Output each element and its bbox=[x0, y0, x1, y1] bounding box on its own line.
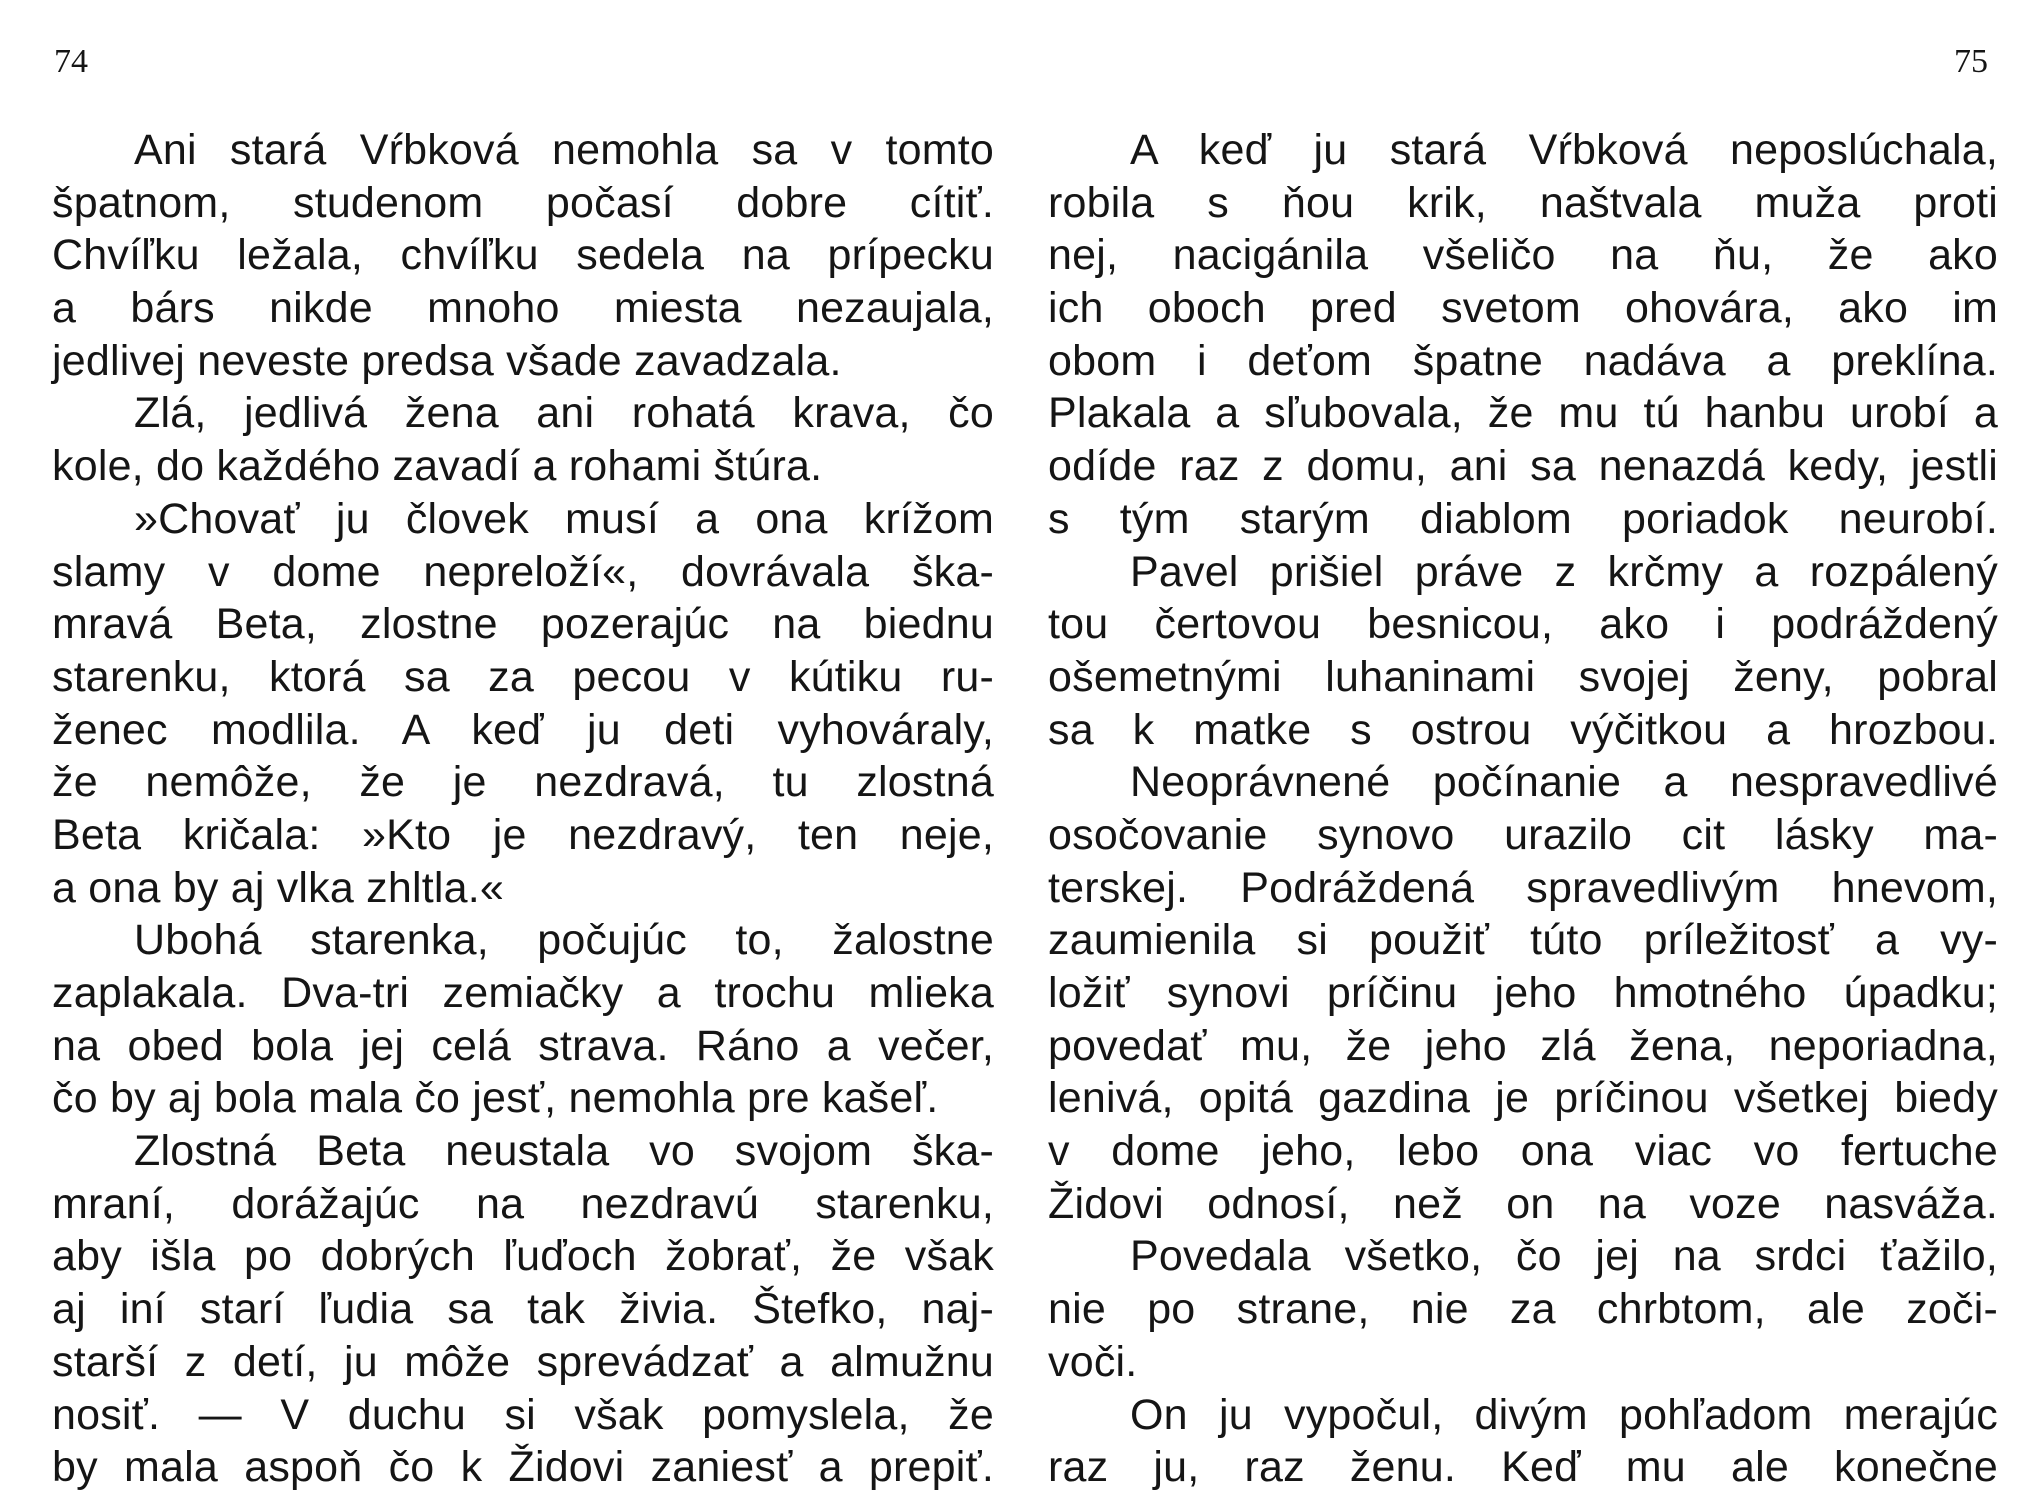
text-line: Chvíľku ležala, chvíľku sedela na prípecku bbox=[52, 231, 994, 280]
text-line: aby išla po dobrých ľuďoch žobrať, že však bbox=[52, 1232, 994, 1281]
text-line: tou čertovou besnicou, ako i podráždený bbox=[1048, 600, 1998, 649]
text-line: povedať mu, že jeho zlá žena, neporiadna, bbox=[1048, 1021, 1998, 1070]
text-line: nie po strane, nie za chrbtom, ale zoči- bbox=[1048, 1285, 1998, 1334]
text-line: mraní, dorážajúc na nezdravú starenku, bbox=[52, 1179, 994, 1228]
text-line: by mala aspoň čo k Židovi zaniesť a prepiť. bbox=[52, 1443, 994, 1492]
text-line: »Chovať ju človek musí a ona krížom bbox=[134, 494, 994, 543]
text-line: Ubohá starenka, počujúc to, žalostne bbox=[134, 916, 994, 965]
page-number-left: 74 bbox=[54, 43, 88, 80]
text-line: mravá Beta, zlostne pozerajúc na biednu bbox=[52, 600, 994, 649]
text-line: Zlostná Beta neustala vo svojom ška- bbox=[134, 1127, 994, 1176]
text-line: slamy v dome nepreloží«, dovrávala ška- bbox=[52, 547, 994, 596]
text-line: čo by aj bola mala čo jesť, nemohla pre kašeľ. bbox=[52, 1074, 939, 1123]
text-line: lenivá, opitá gazdina je príčinou všetkej biedy bbox=[1048, 1074, 1998, 1123]
text-line: ich oboch pred svetom ohovára, ako im bbox=[1048, 284, 1998, 333]
text-line: a bárs nikde mnoho miesta nezaujala, bbox=[52, 284, 994, 333]
text-line: aj iní starí ľudia sa tak živia. Štefko, naj- bbox=[52, 1285, 994, 1334]
text-line: robila s ňou krik, naštvala muža proti bbox=[1048, 178, 1998, 227]
text-line: starší z detí, ju môže sprevádzať a almužnu bbox=[52, 1337, 994, 1386]
text-line: Plakala a sľubovala, že mu tú hanbu urobí a bbox=[1048, 389, 1998, 438]
text-line: nosiť. — V duchu si však pomyslela, že bbox=[52, 1390, 994, 1439]
text-line: zaumienila si použiť túto príležitosť a vy- bbox=[1048, 916, 1998, 965]
text-line: ošemetnými luhaninami svojej ženy, pobral bbox=[1048, 652, 1998, 701]
text-line: voči. bbox=[1048, 1337, 1138, 1386]
text-line: jedlivej neveste predsa všade zavadzala. bbox=[52, 336, 842, 385]
page-number-right: 75 bbox=[1954, 43, 1988, 80]
text-line: Zlá, jedlivá žena ani rohatá krava, čo bbox=[134, 389, 994, 438]
text-line: A keď ju stará Vŕbková neposlúchala, bbox=[1130, 126, 1998, 174]
text-line: Ani stará Vŕbková nemohla sa v tomto bbox=[134, 126, 994, 174]
text-line: v dome jeho, lebo ona viac vo fertuche bbox=[1048, 1127, 1998, 1176]
text-line: Židovi odnosí, než on na voze nasváža. bbox=[1048, 1179, 1998, 1228]
text-line: sa k matke s ostrou výčitkou a hrozbou. bbox=[1048, 705, 1998, 754]
text-line: On ju vypočul, divým pohľadom merajúc bbox=[1130, 1390, 1998, 1439]
text-line: Neoprávnené počínanie a nespravedlivé bbox=[1130, 758, 1998, 807]
text-line: Beta kričala: »Kto je nezdravý, ten neje, bbox=[52, 810, 994, 859]
text-line: osočovanie synovo urazilo cit lásky ma- bbox=[1048, 810, 1998, 859]
text-line: raz ju, raz ženu. Keď mu ale konečne bbox=[1048, 1443, 1998, 1492]
text-line: Povedala všetko, čo jej na srdci ťažilo, bbox=[1130, 1232, 1998, 1281]
text-line: kole, do každého zavadí a rohami štúra. bbox=[52, 442, 823, 491]
text-line: starenku, ktorá sa za pecou v kútiku ru- bbox=[52, 652, 994, 701]
right-page-text bbox=[1048, 124, 1998, 1494]
right-page bbox=[1012, 0, 2024, 1500]
text-line: špatnom, studenom počasí dobre cítiť. bbox=[52, 178, 994, 227]
left-page-text bbox=[52, 124, 994, 1494]
text-line: obom i deťom špatne nadáva a preklína. bbox=[1048, 336, 1998, 385]
text-line: zaplakala. Dva-tri zemiačky a trochu mlieka bbox=[52, 969, 994, 1017]
text-line: terskej. Podráždená spravedlivým hnevom, bbox=[1048, 863, 1998, 912]
text-line: odíde raz z domu, ani sa nenazdá kedy, jestli bbox=[1048, 442, 1998, 491]
text-line: že nemôže, že je nezdravá, tu zlostná bbox=[52, 758, 994, 807]
text-line: a ona by aj vlka zhltla.« bbox=[52, 863, 504, 912]
text-line: s tým starým diablom poriadok neurobí. bbox=[1048, 494, 1998, 543]
text-line: ženec modlila. A keď ju deti vyhováraly, bbox=[52, 705, 994, 754]
text-line: Pavel prišiel práve z krčmy a rozpálený bbox=[1130, 547, 1998, 596]
text-line: ložiť synovi príčinu jeho hmotného úpadku; bbox=[1048, 969, 1998, 1017]
text-line: nej, nacigánila všeličo na ňu, že ako bbox=[1048, 231, 1998, 280]
text-line: na obed bola jej celá strava. Ráno a večer, bbox=[52, 1021, 994, 1070]
